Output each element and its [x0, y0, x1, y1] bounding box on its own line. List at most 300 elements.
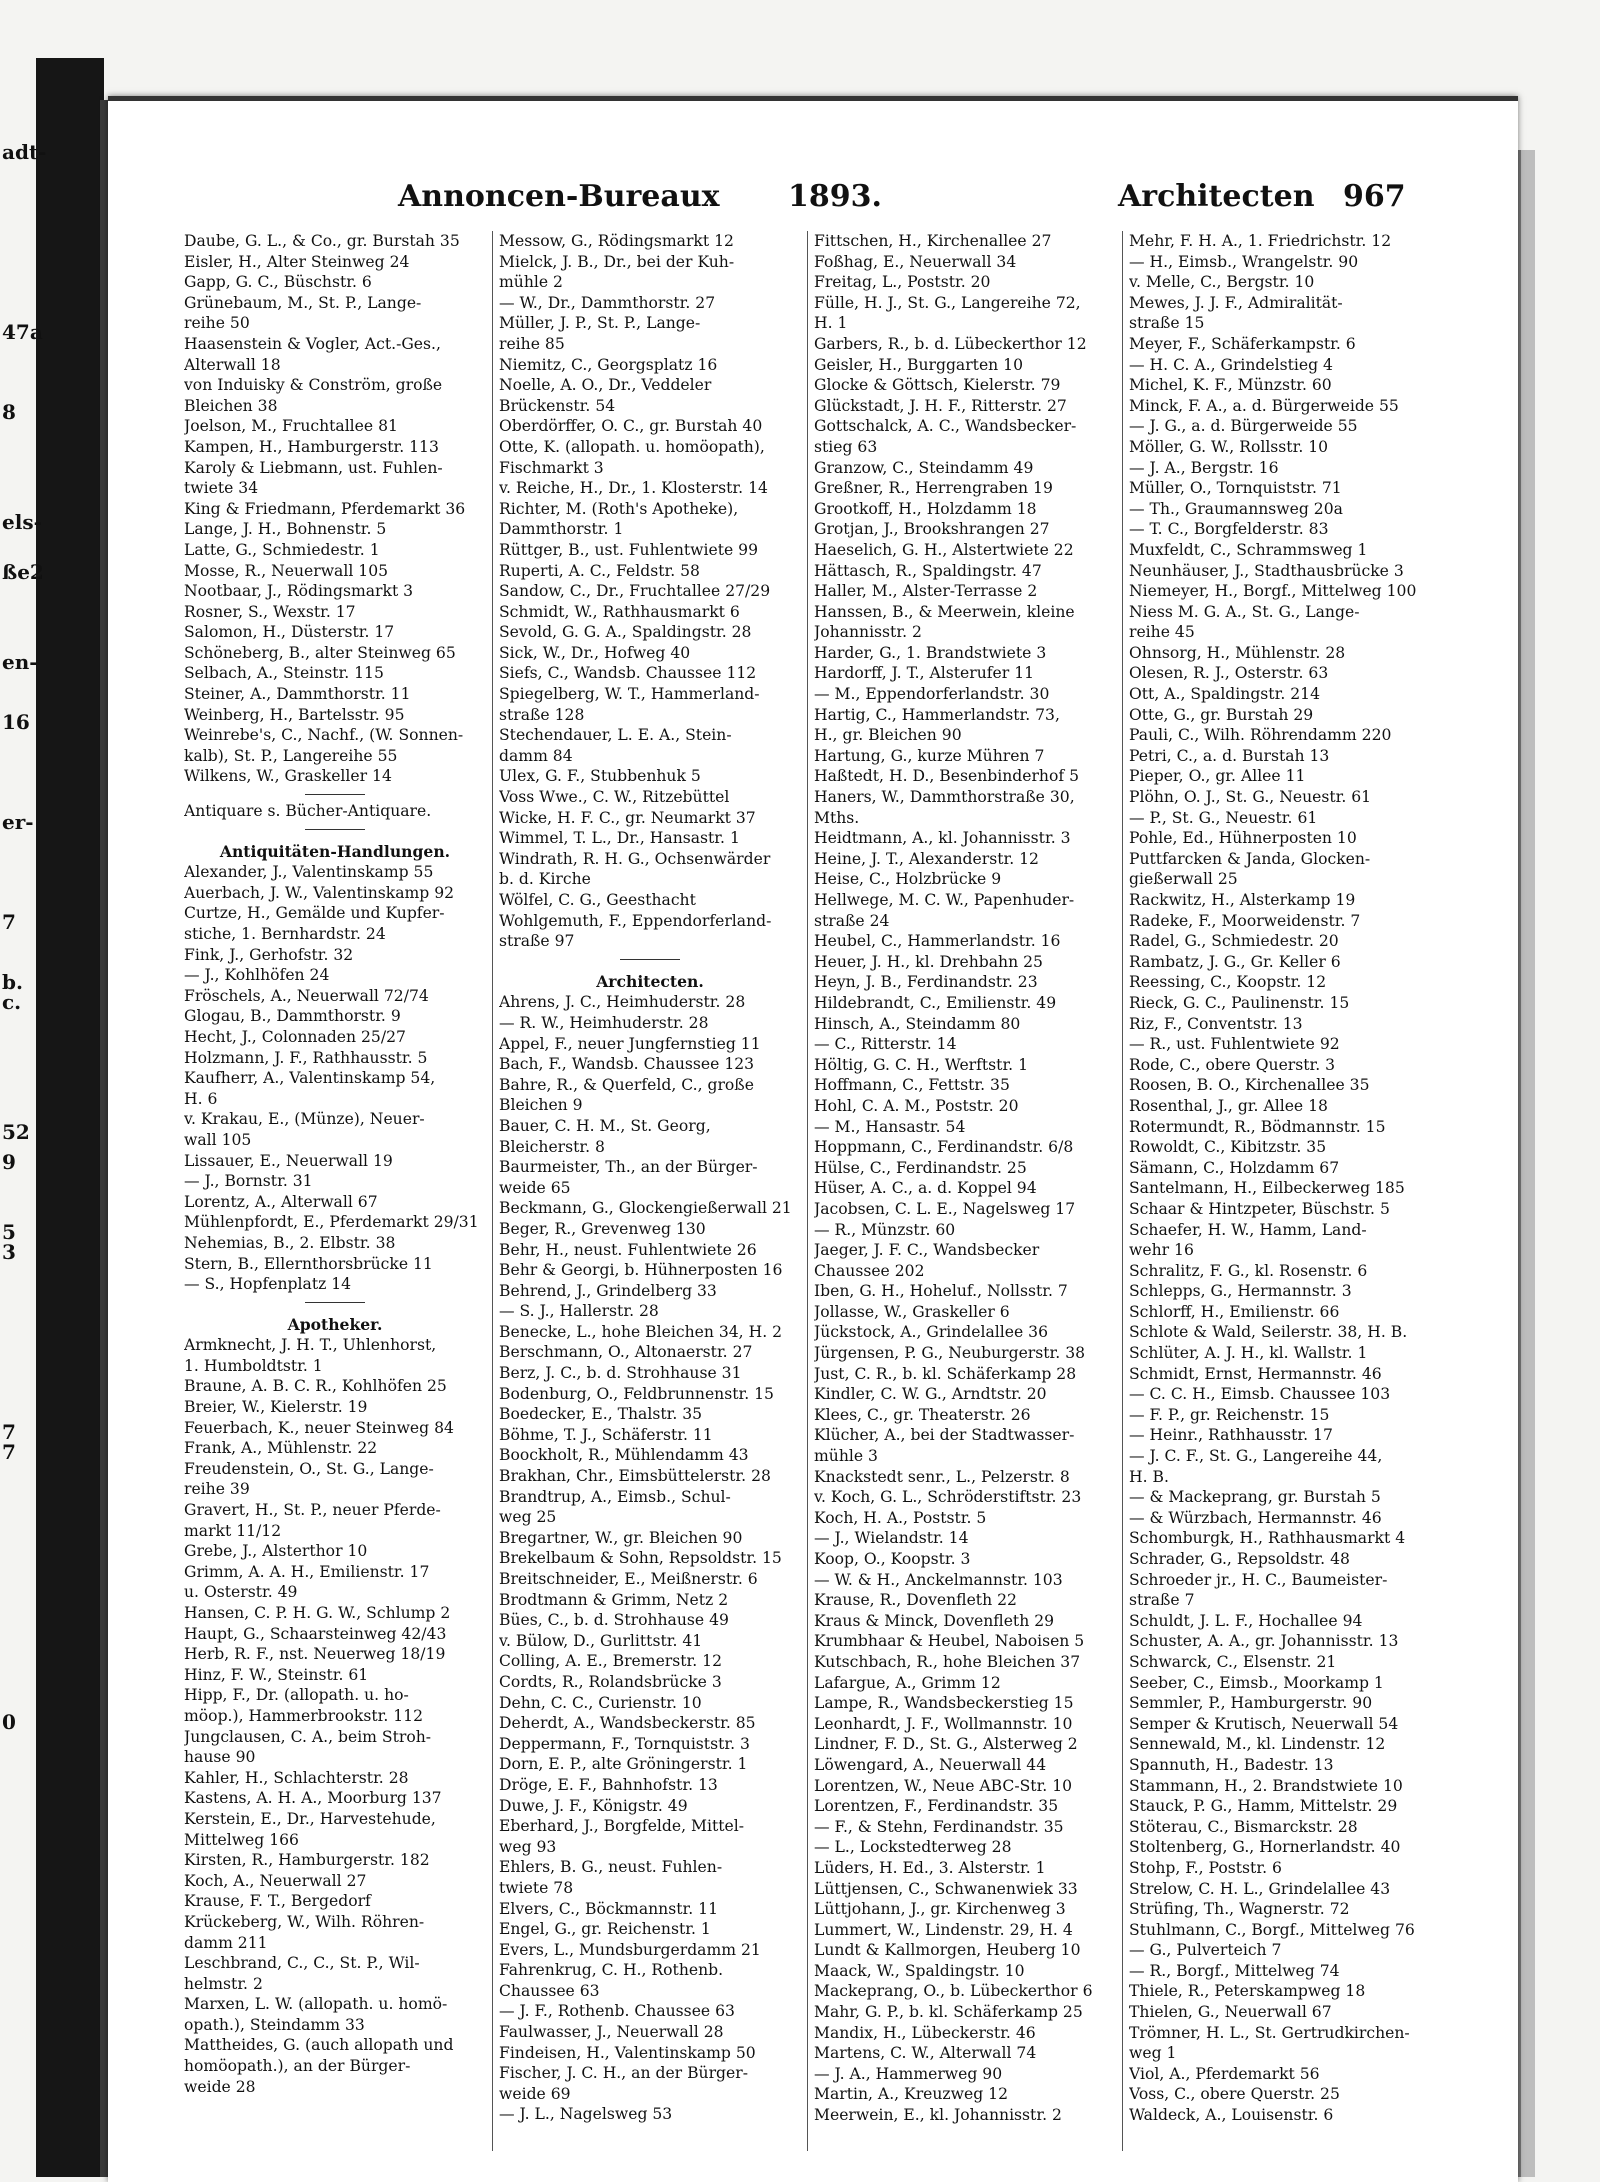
directory-entry: straße 7: [1129, 1591, 1195, 1610]
directory-entry: Armknecht, J. H. T., Uhlenhorst,: [184, 1336, 437, 1355]
directory-entry: Hinz, F. W., Steinstr. 61: [184, 1665, 369, 1684]
previous-page-fragment: ße2: [2, 560, 44, 584]
directory-entry: Fink, J., Gerhofstr. 32: [184, 945, 354, 964]
directory-entry: Iben, G. H., Hoheluf., Nollsstr. 7: [814, 1282, 1068, 1301]
directory-entry: Findeisen, H., Valentinskamp 50: [499, 2043, 756, 2062]
directory-entry: Hoffmann, C., Fettstr. 35: [814, 1076, 1010, 1095]
directory-entry: Pauli, C., Wilh. Röhrendamm 220: [1129, 726, 1392, 745]
section-heading: Apotheker.: [287, 1314, 383, 1334]
directory-entry: wall 105: [184, 1130, 252, 1149]
directory-entry: Heidtmann, A., kl. Johannisstr. 3: [814, 829, 1071, 848]
directory-entry: — Th., Graumannsweg 20a: [1129, 499, 1343, 518]
directory-entry: Lafargue, A., Grimm 12: [814, 1673, 1001, 1692]
page-stack-edge: [1518, 150, 1535, 2177]
directory-entry: Appel, F., neuer Jungfernstieg 11: [499, 1034, 761, 1053]
directory-entry: Dröge, E. F., Bahnhofstr. 13: [499, 1775, 718, 1794]
directory-entry: Kirsten, R., Hamburgerstr. 182: [184, 1851, 430, 1870]
directory-entry: — J., Bornstr. 31: [184, 1172, 313, 1191]
directory-entry: Rambatz, J. G., Gr. Keller 6: [1129, 952, 1341, 971]
directory-entry: Roosen, B. O., Kirchenallee 35: [1129, 1076, 1370, 1095]
directory-entry: Mielck, J. B., Dr., bei der Kuh-: [499, 252, 735, 271]
directory-entry: Lummert, W., Lindenstr. 29, H. 4: [814, 1920, 1073, 1939]
directory-entry: Spiegelberg, W. T., Hammerland-: [499, 685, 760, 704]
directory-entry: Beckmann, G., Glockengießerwall 21: [499, 1199, 792, 1218]
directory-entry: H. 6: [184, 1089, 218, 1108]
section-heading: Architecten.: [596, 971, 704, 991]
directory-entry: reihe 45: [1129, 623, 1195, 642]
directory-entry: Jungclausen, C. A., beim Stroh-: [184, 1727, 432, 1746]
directory-entry: Niemeyer, H., Borgf., Mittelweg 100: [1129, 582, 1417, 601]
directory-entry: Stauck, P. G., Hamm, Mittelstr. 29: [1129, 1797, 1398, 1816]
directory-entry: — R., Borgf., Mittelweg 74: [1129, 1961, 1340, 1980]
directory-entry: Bleichen 9: [499, 1096, 583, 1115]
directory-entry: Alterwall 18: [184, 355, 281, 374]
directory-entry: Fahrenkrug, C. H., Rothenb.: [499, 1961, 724, 1980]
directory-entry: Bauer, C. H. M., St. Georg,: [499, 1116, 711, 1135]
directory-entry: Siefs, C., Wandsb. Chaussee 112: [499, 664, 757, 683]
directory-entry: Windrath, R. H. G., Ochsenwärder: [499, 849, 771, 868]
directory-entry: Dehn, C. C., Curienstr. 10: [499, 1693, 702, 1712]
directory-entry: Duwe, J. F., Königstr. 49: [499, 1796, 688, 1815]
directory-entry: Schöneberg, B., alter Steinweg 65: [184, 643, 456, 662]
directory-entry: Boockholt, R., Mühlendamm 43: [499, 1446, 749, 1465]
directory-entry: Haller, M., Alster-Terrasse 2: [814, 582, 1038, 601]
directory-entry: Strelow, C. H. L., Grindelallee 43: [1129, 1879, 1391, 1898]
directory-entry: King & Friedmann, Pferdemarkt 36: [184, 499, 466, 518]
directory-entry: Sick, W., Dr., Hofweg 40: [499, 643, 691, 662]
directory-entry: Stoltenberg, G., Hornerlandstr. 40: [1129, 1838, 1401, 1857]
directory-entry: Herb, R. F., nst. Neuerweg 18/19: [184, 1645, 446, 1664]
directory-entry: — C. C. H., Eimsb. Chaussee 103: [1129, 1385, 1391, 1404]
directory-entry: Radeke, F., Moorweidenstr. 7: [1129, 911, 1361, 930]
directory-entry: — W. & H., Anckelmannstr. 103: [814, 1570, 1063, 1589]
directory-entry: Ott, A., Spaldingstr. 214: [1129, 685, 1320, 704]
section-heading: Antiquitäten-Handlungen.: [219, 841, 451, 861]
directory-entry: Granzow, C., Steindamm 49: [814, 458, 1034, 477]
directory-entry: Trömner, H. L., St. Gertrudkirchen-: [1129, 2023, 1410, 2042]
directory-entry: Wimmel, T. L., Dr., Hansastr. 1: [499, 829, 740, 848]
directory-entry: Weinberg, H., Bartelsstr. 95: [184, 705, 405, 724]
directory-entry: Reessing, C., Koopstr. 12: [1129, 973, 1327, 992]
previous-page-fragment: els-: [2, 510, 42, 534]
directory-entry: Mths.: [814, 808, 860, 827]
directory-entry: — J., Kohlhöfen 24: [184, 966, 330, 985]
directory-entry: Dammthorstr. 1: [499, 520, 624, 539]
directory-entry: stiche, 1. Bernhardstr. 24: [184, 925, 386, 943]
directory-entry: Grünebaum, M., St. P., Lange-: [184, 293, 422, 312]
directory-entry: Krause, R., Dovenfleth 22: [814, 1591, 1017, 1610]
directory-entry: Böhme, T. J., Schäferstr. 11: [499, 1425, 713, 1444]
directory-entry: Hättasch, R., Spaldingstr. 47: [814, 561, 1042, 580]
previous-page-fragment: 8: [2, 400, 16, 424]
directory-entry: Schrader, G., Repsoldstr. 48: [1129, 1550, 1350, 1568]
directory-entry: Stechendauer, L. E. A., Stein-: [499, 726, 732, 745]
previous-page-fragment: 0: [2, 1710, 16, 1734]
directory-entry: Radel, G., Schmiedestr. 20: [1129, 932, 1339, 951]
directory-entry: Wicke, H. F. C., gr. Neumarkt 37: [499, 808, 756, 827]
directory-entry: Hartung, G., kurze Mühren 7: [814, 746, 1045, 765]
directory-entry: Höltig, G. C. H., Werftstr. 1: [814, 1055, 1029, 1074]
directory-entry: Gottschalck, A. C., Wandsbecker-: [814, 417, 1077, 436]
directory-entry: Wilkens, W., Graskeller 14: [184, 767, 392, 786]
directory-entry: Ruperti, A. C., Feldstr. 58: [499, 561, 700, 580]
directory-entry: Schuldt, J. L. F., Hochallee 94: [1129, 1611, 1363, 1630]
directory-entry: Pohle, Ed., Hühnerposten 10: [1129, 829, 1357, 848]
previous-page-fragment: b.: [2, 970, 23, 994]
directory-entry: v. Koch, G. L., Schröderstiftstr. 23: [814, 1488, 1082, 1507]
directory-entry: Bodenburg, O., Feldbrunnenstr. 15: [499, 1384, 774, 1403]
directory-entry: Otte, G., gr. Burstah 29: [1129, 705, 1314, 724]
directory-entry: Hellwege, M. C. W., Papenhuder-: [814, 891, 1075, 909]
directory-entry: Feuerbach, K., neuer Steinweg 84: [184, 1418, 454, 1437]
directory-entry: Niess M. G. A., St. G., Lange-: [1129, 602, 1360, 621]
directory-entry: Semper & Krutisch, Neuerwall 54: [1129, 1714, 1399, 1733]
directory-entry: Pieper, O., gr. Allee 11: [1129, 767, 1306, 786]
directory-entry: Bües, C., b. d. Strohhause 49: [499, 1611, 729, 1630]
directory-entry: Faulwasser, J., Neuerwall 28: [499, 2023, 724, 2042]
directory-entry: Wölfel, C. G., Geesthacht: [499, 891, 696, 909]
directory-entry: Krückeberg, W., Wilh. Röhren-: [184, 1912, 425, 1931]
directory-entry: — Heinr., Rathhausstr. 17: [1129, 1426, 1333, 1445]
directory-entry: Antiquare s. Bücher-Antiquare.: [184, 802, 432, 821]
directory-entry: Sandow, C., Dr., Fruchtallee 27/29: [499, 582, 771, 601]
directory-entry: Lindner, F. D., St. G., Alsterweg 2: [814, 1735, 1078, 1754]
directory-entry: Heine, J. T., Alexanderstr. 12: [814, 849, 1039, 868]
directory-entry: Krause, F. T., Bergedorf: [184, 1892, 371, 1911]
directory-entry: Kahler, H., Schlachterstr. 28: [184, 1768, 409, 1787]
directory-entry: Glogau, B., Dammthorstr. 9: [184, 1007, 401, 1026]
directory-entry: Sämann, C., Holzdamm 67: [1129, 1158, 1340, 1177]
directory-entry: Geisler, H., Burggarten 10: [814, 355, 1024, 374]
directory-entry: Stohp, F., Poststr. 6: [1129, 1858, 1282, 1877]
directory-entry: Spannuth, H., Badestr. 13: [1129, 1755, 1334, 1774]
directory-entry: Hecht, J., Colonnaden 25/27: [184, 1027, 406, 1046]
directory-entry: straße 24: [814, 911, 890, 930]
directory-entry: Garbers, R., b. d. Lübeckerthor 12: [814, 334, 1087, 353]
directory-entry: H., gr. Bleichen 90: [814, 726, 962, 745]
directory-entry: Hartig, C., Hammerlandstr. 73,: [814, 705, 1060, 724]
directory-entry: Berschmann, O., Altonaerstr. 27: [499, 1343, 753, 1362]
directory-entry: Rosner, S., Wexstr. 17: [184, 602, 356, 621]
directory-entry: Petri, C., a. d. Burstah 13: [1129, 746, 1330, 765]
directory-entry: H. B.: [1129, 1467, 1169, 1486]
directory-entry: Hohl, C. A. M., Poststr. 20: [814, 1096, 1019, 1115]
directory-entry: Elvers, C., Böckmannstr. 11: [499, 1899, 718, 1918]
directory-entry: Behr, H., neust. Fuhlentwiete 26: [499, 1240, 757, 1259]
running-header: [158, 179, 1458, 235]
directory-entry: Hülse, C., Ferdinandstr. 25: [814, 1158, 1027, 1177]
directory-entry: gießerwall 25: [1129, 870, 1238, 889]
directory-entry: Rotermundt, R., Bödmannstr. 15: [1129, 1117, 1386, 1136]
directory-entry: Hinsch, A., Steindamm 80: [814, 1014, 1021, 1033]
directory-entry: Voss Wwe., C. W., Ritzebüttel: [499, 788, 730, 807]
directory-entry: Kutschbach, R., hohe Bleichen 37: [814, 1652, 1081, 1671]
directory-entry: Rowoldt, C., Kibitzstr. 35: [1129, 1138, 1327, 1157]
directory-entry: straße 97: [499, 932, 575, 951]
directory-entry: Mattheides, G. (auch allopath und: [184, 2036, 454, 2055]
column-1: [178, 231, 493, 2151]
previous-page-fragment: 5: [2, 1220, 16, 1244]
directory-entry: Chaussee 63: [499, 1981, 600, 2000]
directory-entry: Schuster, A. A., gr. Johannisstr. 13: [1129, 1632, 1399, 1651]
directory-entry: stieg 63: [814, 437, 878, 456]
directory-entry: Breier, W., Kielerstr. 19: [184, 1398, 368, 1417]
directory-entry: reihe 50: [184, 314, 250, 333]
previous-page-fragment: 7: [2, 910, 16, 934]
directory-entry: 1. Humboldtstr. 1: [184, 1356, 323, 1375]
directory-entry: Martin, A., Kreuzweg 12: [814, 2085, 1009, 2104]
directory-entry: Koch, A., Neuerwall 27: [184, 1871, 367, 1890]
directory-entry: Müller, J. P., St. P., Lange-: [499, 314, 701, 333]
directory-entry: Strüfing, Th., Wagnerstr. 72: [1129, 1900, 1350, 1919]
directory-entry: H. 1: [814, 314, 848, 333]
directory-entry: Eisler, H., Alter Steinweg 24: [184, 252, 410, 271]
previous-page-fragment: 52: [2, 1120, 30, 1144]
directory-entry: Cordts, R., Rolandsbrücke 3: [499, 1672, 722, 1691]
directory-entry: — G., Pulverteich 7: [1129, 1941, 1282, 1960]
directory-entry: Thielen, G., Neuerwall 67: [1129, 2003, 1332, 2022]
directory-entry: — M., Eppendorferlandstr. 30: [814, 685, 1050, 704]
directory-entry: Schmidt, W., Rathhausmarkt 6: [499, 602, 740, 621]
directory-entry: Seeber, C., Eimsb., Moorkamp 1: [1129, 1673, 1384, 1692]
directory-entry: Brakhan, Chr., Eimsbüttelerstr. 28: [499, 1467, 771, 1486]
directory-entry: — J. C. F., St. G., Langereihe 44,: [1129, 1447, 1383, 1466]
directory-entry: — J. G., a. d. Bürgerweide 55: [1129, 417, 1358, 436]
previous-page-fragment: 16: [2, 710, 30, 734]
directory-entry: u. Osterstr. 49: [184, 1583, 298, 1602]
directory-entry: Stammann, H., 2. Brandstwiete 10: [1129, 1776, 1403, 1795]
directory-entry: Weinrebe's, C., Nachf., (W. Sonnen-: [184, 726, 464, 745]
directory-entry: Koch, H. A., Poststr. 5: [814, 1508, 987, 1527]
directory-entry: v. Reiche, H., Dr., 1. Klosterstr. 14: [499, 479, 768, 498]
directory-entry: Boedecker, E., Thalstr. 35: [499, 1405, 703, 1424]
directory-entry: Brekelbaum & Sohn, Repsoldstr. 15: [499, 1549, 782, 1568]
directory-entry: Kaufherr, A., Valentinskamp 54,: [184, 1069, 436, 1088]
directory-entry: Karoly & Liebmann, ust. Fuhlen-: [184, 458, 443, 477]
directory-entry: straße 128: [499, 705, 585, 724]
directory-entry: Lissauer, E., Neuerwall 19: [184, 1151, 393, 1170]
directory-entry: Grebe, J., Alsterthor 10: [184, 1542, 368, 1561]
directory-entry: Klees, C., gr. Theaterstr. 26: [814, 1405, 1031, 1424]
directory-entry: Benecke, L., hohe Bleichen 34, H. 2: [499, 1322, 783, 1341]
directory-entry: Deppermann, F., Tornquiststr. 3: [499, 1734, 750, 1753]
previous-page-fragment: 9: [2, 1150, 16, 1174]
directory-entry: Hipp, F., Dr. (allopath. u. ho-: [184, 1686, 409, 1705]
directory-entry: Lüders, H. Ed., 3. Alsterstr. 1: [814, 1858, 1046, 1877]
directory-entry: Haßtedt, H. D., Besenbinderhof 5: [814, 767, 1080, 786]
directory-entry: Deherdt, A., Wandsbeckerstr. 85: [499, 1714, 756, 1733]
directory-entry: Braune, A. B. C. R., Kohlhöfen 25: [184, 1377, 447, 1396]
directory-entry: Auerbach, J. W., Valentinskamp 92: [184, 883, 455, 902]
directory-entry: weide 69: [499, 2084, 571, 2103]
directory-entry: Lorentz, A., Alterwall 67: [184, 1192, 378, 1211]
directory-entry: Löwengard, A., Neuerwall 44: [814, 1755, 1047, 1774]
directory-page: [108, 96, 1518, 2182]
directory-entry: Ulex, G. F., Stubbenhuk 5: [499, 767, 701, 786]
directory-entry: Mosse, R., Neuerwall 105: [184, 561, 389, 580]
directory-entry: Hoppmann, C., Ferdinandstr. 6/8: [814, 1138, 1074, 1157]
directory-entry: v. Krakau, E., (Münze), Neuer-: [184, 1110, 425, 1129]
directory-entry: Fischmarkt 3: [499, 458, 604, 477]
directory-entry: Hildebrandt, C., Emilienstr. 49: [814, 993, 1057, 1012]
directory-entry: twiete 34: [184, 479, 259, 498]
section-rule: [184, 1295, 486, 1309]
directory-entry: Harder, G., 1. Brandstwiete 3: [814, 643, 1047, 662]
directory-entry: Holzmann, J. F., Rathhausstr. 5: [184, 1048, 428, 1067]
directory-entry: — L., Lockstedterweg 28: [814, 1838, 1012, 1857]
directory-entry: Plöhn, O. J., St. G., Neuestr. 61: [1129, 788, 1372, 807]
directory-entry: Schwarck, C., Elsenstr. 21: [1129, 1652, 1337, 1671]
directory-entry: Daube, G. L., & Co., gr. Burstah 35: [184, 232, 460, 250]
directory-entry: Bleichen 38: [184, 396, 278, 415]
previous-page-fragment: adt-: [2, 140, 47, 164]
directory-entry: Haupt, G., Schaarsteinweg 42/43: [184, 1624, 447, 1643]
directory-entry: Latte, G., Schmiedestr. 1: [184, 540, 380, 559]
directory-entry: damm 84: [499, 746, 573, 765]
directory-entry: Neunhäuser, J., Stadthausbrücke 3: [1129, 561, 1404, 580]
section-rule: [184, 822, 486, 836]
directory-entry: Sevold, G. G. A., Spaldingstr. 28: [499, 623, 752, 642]
directory-entry: Kraus & Minck, Dovenfleth 29: [814, 1611, 1055, 1630]
directory-entry: wehr 16: [1129, 1241, 1194, 1260]
directory-entry: Kindler, C. W. G., Arndtstr. 20: [814, 1385, 1047, 1404]
directory-entry: Beger, R., Grevenweg 130: [499, 1219, 706, 1238]
directory-entry: — C., Ritterstr. 14: [814, 1035, 957, 1054]
directory-entry: Kerstein, E., Dr., Harvestehude,: [184, 1809, 436, 1828]
directory-entry: Mühlenpfordt, E., Pferdemarkt 29/31: [184, 1213, 479, 1232]
directory-entry: weide 65: [499, 1178, 571, 1197]
directory-entry: Nehemias, B., 2. Elbstr. 38: [184, 1233, 396, 1252]
directory-entry: Jürgensen, P. G., Neuburgerstr. 38: [814, 1344, 1086, 1363]
directory-entry: opath.), Steindamm 33: [184, 2015, 365, 2034]
directory-entry: Wohlgemuth, F., Eppendorferland-: [499, 911, 772, 930]
directory-entry: — P., St. G., Neuestr. 61: [1129, 808, 1318, 827]
directory-entry: weg 25: [499, 1508, 557, 1527]
directory-entry: Schlüter, A. J. H., kl. Wallstr. 1: [1129, 1344, 1368, 1363]
directory-entry: Hüser, A. C., a. d. Koppel 94: [814, 1179, 1037, 1198]
directory-entry: Thiele, R., Peterskampweg 18: [1129, 1982, 1366, 2001]
directory-entry: Semmler, P., Hamburgerstr. 90: [1129, 1694, 1373, 1713]
directory-entry: Leonhardt, J. F., Wollmannstr. 10: [814, 1714, 1073, 1733]
directory-entry: Bleicherstr. 8: [499, 1137, 605, 1156]
directory-entry: Bregartner, W., gr. Bleichen 90: [499, 1528, 743, 1547]
directory-entry: Krumbhaar & Heubel, Naboisen 5: [814, 1632, 1085, 1651]
directory-entry: Meyer, F., Schäferkampstr. 6: [1129, 334, 1356, 353]
section-rule: [184, 787, 486, 801]
directory-entry: Maack, W., Spaldingstr. 10: [814, 1961, 1025, 1980]
previous-page-edge: [0, 110, 100, 2110]
directory-entry: — J., Wielandstr. 14: [814, 1529, 969, 1548]
directory-entry: Glocke & Göttsch, Kielerstr. 79: [814, 376, 1061, 395]
directory-entry: Selbach, A., Steinstr. 115: [184, 664, 384, 683]
directory-entry: Schlepps, G., Hermannstr. 3: [1129, 1282, 1352, 1301]
previous-page-fragment: 7: [2, 1440, 16, 1464]
directory-entry: Santelmann, H., Eilbeckerweg 185: [1129, 1179, 1405, 1198]
directory-entry: — J. A., Bergstr. 16: [1129, 458, 1279, 477]
directory-entry: Haners, W., Dammthorstraße 30,: [814, 788, 1075, 807]
directory-entry: Otte, K. (allopath. u. homöopath),: [499, 437, 765, 456]
directory-entry: Muxfeldt, C., Schrammsweg 1: [1129, 540, 1368, 559]
directory-entry: — J. L., Nagelsweg 53: [499, 2105, 673, 2124]
directory-entry: Noelle, A. O., Dr., Veddeler: [499, 376, 712, 395]
directory-entry: — S., Hopfenplatz 14: [184, 1275, 352, 1294]
directory-entry: Ohnsorg, H., Mühlenstr. 28: [1129, 643, 1346, 662]
directory-entry: Behrend, J., Grindelberg 33: [499, 1281, 717, 1300]
directory-entry: Chaussee 202: [814, 1261, 925, 1280]
directory-entry: Kampen, H., Hamburgerstr. 113: [184, 437, 439, 456]
directory-entry: Jaeger, J. F. C., Wandsbecker: [814, 1241, 1040, 1260]
directory-entry: Martens, C. W., Alterwall 74: [814, 2044, 1037, 2063]
directory-entry: Stöterau, C., Bismarckstr. 28: [1129, 1817, 1358, 1836]
directory-entry: Müller, O., Tornquiststr. 71: [1129, 479, 1342, 498]
directory-entry: Breitschneider, E., Meißnerstr. 6: [499, 1570, 758, 1588]
directory-entry: Kastens, A. H. A., Moorburg 137: [184, 1789, 442, 1808]
header-section-left: Annoncen-Bureaux: [398, 179, 720, 214]
directory-entry: Mackeprang, O., b. Lübeckerthor 6: [814, 1982, 1093, 2001]
directory-entry: Mehr, F. H. A., 1. Friedrichstr. 12: [1129, 232, 1392, 250]
directory-entry: Schmidt, Ernst, Hermannstr. 46: [1129, 1364, 1382, 1383]
previous-page-fragment: er-: [2, 810, 34, 834]
directory-entry: Freudenstein, O., St. G., Lange-: [184, 1459, 434, 1478]
directory-entry: Colling, A. E., Bremerstr. 12: [499, 1652, 723, 1671]
directory-entry: mühle 2: [499, 273, 563, 292]
directory-entry: v. Bülow, D., Gurlittstr. 41: [499, 1631, 703, 1650]
directory-entry: Lampe, R., Wandsbeckerstieg 15: [814, 1694, 1074, 1713]
directory-entry: Foßhag, E., Neuerwall 34: [814, 252, 1017, 271]
directory-entry: — R., Münzstr. 60: [814, 1220, 956, 1239]
directory-entry: Messow, G., Rödingsmarkt 12: [499, 232, 734, 250]
directory-columns: [178, 231, 1478, 2151]
directory-entry: Puttfarcken & Janda, Glocken-: [1129, 849, 1371, 868]
directory-entry: Hansen, C. P. H. G. W., Schlump 2: [184, 1604, 451, 1622]
directory-entry: Engel, G., gr. Reichenstr. 1: [499, 1920, 711, 1939]
directory-entry: Glückstadt, J. H. F., Ritterstr. 27: [814, 396, 1067, 415]
header-section-right: Architecten: [1118, 179, 1315, 214]
directory-entry: helmstr. 2: [184, 1974, 263, 1993]
directory-entry: Johannisstr. 2: [814, 623, 922, 642]
directory-entry: Mahr, G. P., b. kl. Schäferkamp 25: [814, 2003, 1083, 2022]
column-3: [808, 231, 1123, 2151]
directory-entry: Brodtmann & Grimm, Netz 2: [499, 1590, 729, 1609]
directory-entry: — H., Eimsb., Wrangelstr. 90: [1129, 252, 1359, 271]
column-4: [1123, 231, 1438, 2151]
directory-entry: Lorentzen, W., Neue ABC-Str. 10: [814, 1776, 1073, 1795]
directory-entry: Schralitz, F. G., kl. Rosenstr. 6: [1129, 1261, 1368, 1280]
directory-entry: Bach, F., Wandsb. Chaussee 123: [499, 1055, 755, 1074]
directory-entry: — W., Dr., Dammthorstr. 27: [499, 293, 716, 312]
directory-entry: Alexander, J., Valentinskamp 55: [184, 863, 434, 882]
directory-entry: Lüttjohann, J., gr. Kirchenweg 3: [814, 1900, 1066, 1919]
directory-entry: Bahre, R., & Querfeld, C., große: [499, 1075, 754, 1094]
directory-entry: Heubel, C., Hammerlandstr. 16: [814, 932, 1061, 951]
directory-entry: Ahrens, J. C., Heimhuderstr. 28: [499, 993, 746, 1012]
directory-entry: Marxen, L. W. (allopath. u. homö-: [184, 1995, 448, 2014]
directory-entry: — J. F., Rothenb. Chaussee 63: [499, 2002, 735, 2021]
directory-entry: Behr & Georgi, b. Hühnerposten 16: [499, 1261, 783, 1280]
directory-entry: Minck, F. A., a. d. Bürgerweide 55: [1129, 396, 1399, 415]
directory-entry: Klücher, A., bei der Stadtwasser-: [814, 1426, 1075, 1445]
directory-entry: Hardorff, J. T., Alsterufer 11: [814, 664, 1035, 683]
directory-entry: Sennewald, M., kl. Lindenstr. 12: [1129, 1735, 1386, 1754]
directory-entry: Rode, C., obere Querstr. 3: [1129, 1055, 1336, 1074]
directory-entry: Rackwitz, H., Alsterkamp 19: [1129, 891, 1356, 909]
directory-entry: Heyn, J. B., Ferdinandstr. 23: [814, 973, 1038, 992]
directory-entry: Fülle, H. J., St. G., Langereihe 72,: [814, 293, 1081, 312]
directory-entry: Fröschels, A., Neuerwall 72/74: [184, 986, 429, 1005]
directory-entry: mühle 3: [814, 1447, 878, 1466]
directory-entry: straße 15: [1129, 314, 1205, 333]
directory-entry: — S. J., Hallerstr. 28: [499, 1302, 659, 1321]
